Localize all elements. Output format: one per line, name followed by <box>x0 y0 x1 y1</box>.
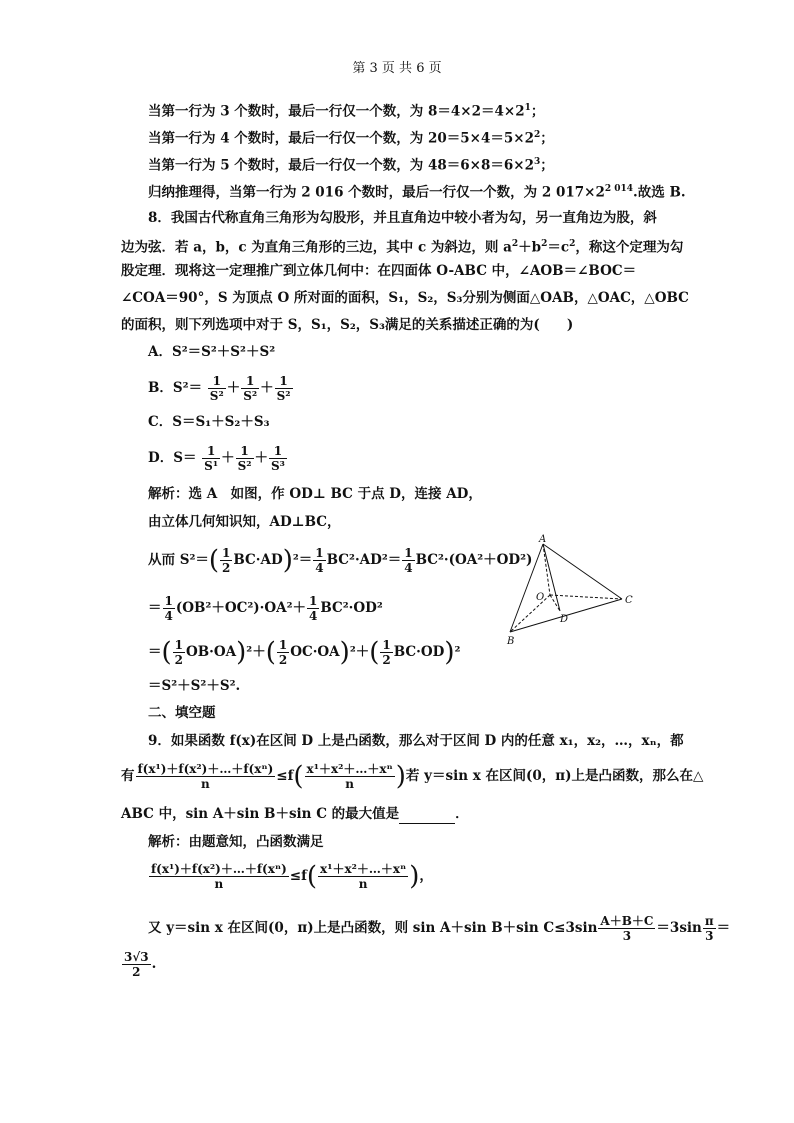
answer-blank <box>399 809 455 824</box>
fraction <box>136 762 276 791</box>
solution-9-answer <box>121 950 156 979</box>
superscript: 2 <box>533 130 541 140</box>
text-segment: ＋ <box>254 450 269 466</box>
text-segment: BC²·AD²＝ <box>326 552 402 568</box>
left-paren: ( <box>208 545 220 576</box>
fraction <box>313 546 325 575</box>
superscript: 1 <box>524 103 531 113</box>
numerator: 1 <box>241 374 259 389</box>
text-segment: 又 y＝sin x 在区间(0，π)上是凸函数，则 sin A＋sin B＋sin C≤3sin <box>148 920 598 936</box>
fraction <box>236 444 254 473</box>
denominator: S³ <box>271 459 285 473</box>
denominator: 4 <box>164 609 173 623</box>
text-segment: B．S²＝ <box>148 380 203 396</box>
solution-8-equation <box>148 594 383 623</box>
numerator: 1 <box>208 374 226 389</box>
fraction <box>269 444 287 473</box>
fraction <box>220 546 232 575</box>
left-paren: ( <box>293 761 304 792</box>
numerator: π <box>704 914 714 928</box>
text-segment: ＋ <box>260 380 274 396</box>
numerator: 1 <box>174 638 184 652</box>
edge-od <box>550 595 560 611</box>
right-paren: ) <box>282 545 293 576</box>
numerator: x¹＋x²＋…＋xⁿ <box>306 762 393 776</box>
text-line <box>148 98 544 122</box>
option-b <box>148 374 294 403</box>
left-paren: ( <box>265 637 276 668</box>
text-segment: ＋ <box>226 380 241 396</box>
left-paren: ( <box>161 637 172 668</box>
question-8-text <box>121 234 683 258</box>
denominator: 2 <box>382 653 391 667</box>
edge-ao <box>543 544 550 595</box>
text-segment: ； <box>530 103 545 120</box>
vertex-label-d: D <box>560 614 569 625</box>
denominator: S¹ <box>204 459 219 473</box>
text-segment: . <box>151 956 157 972</box>
fraction <box>202 444 220 473</box>
denominator: 4 <box>404 561 413 575</box>
denominator: 2 <box>174 653 184 667</box>
fraction <box>598 914 655 943</box>
denominator: S² <box>243 389 258 403</box>
text-segment: ，称这个定理为勾 <box>575 239 684 256</box>
numerator: 1 <box>278 638 288 652</box>
denominator: 3 <box>705 929 714 943</box>
text-segment: ＋ <box>221 450 235 466</box>
fraction <box>241 374 259 403</box>
text-segment: ＋b <box>518 239 542 256</box>
text-segment: ， <box>419 868 433 884</box>
denominator: 2 <box>132 965 141 979</box>
left-paren: ( <box>306 861 318 892</box>
numerator: x¹＋x²＋…＋xⁿ <box>320 862 407 876</box>
fraction <box>163 594 175 623</box>
edge-ab <box>510 544 543 632</box>
text-segment: ² <box>454 644 461 660</box>
solution-8-text: 解析：选 A 如图，作 OD⊥ BC 于点 D，连接 AD， <box>148 486 482 502</box>
superscript: 2 <box>511 239 519 249</box>
fraction <box>277 638 289 667</box>
text-line <box>148 125 554 149</box>
right-paren: ) <box>409 861 420 892</box>
numerator: 1 <box>164 594 173 608</box>
text-segment: (OB²＋OC²)·OA²＋ <box>175 600 306 616</box>
denominator: S² <box>209 389 224 403</box>
text-segment: ²＝ <box>292 552 313 568</box>
denominator: 4 <box>315 561 324 575</box>
fraction <box>307 594 319 623</box>
numerator: 1 <box>269 444 287 459</box>
option-c: C．S＝S₁＋S₂＋S₃ <box>148 414 270 430</box>
denominator: n <box>345 777 355 791</box>
question-8-text: 股定理．现将这一定理推广到立体几何中：在四面体 O-ABC 中，∠AOB＝∠BOC＝ <box>121 263 637 279</box>
right-paren: ) <box>339 637 350 668</box>
vertex-label-o: O <box>536 592 545 603</box>
numerator: A＋B＋C <box>600 914 654 928</box>
right-paren: ) <box>395 761 406 792</box>
numerator: 1 <box>382 638 391 652</box>
fraction <box>149 862 289 891</box>
text-segment: .故选 B. <box>633 184 686 201</box>
denominator: n <box>201 777 210 791</box>
text-segment: ²＋ <box>349 644 370 660</box>
solution-8-equation <box>148 546 532 575</box>
text-segment: ≤f <box>289 868 307 884</box>
superscript: 3 <box>533 157 541 167</box>
text-segment: ＝ <box>148 644 162 660</box>
text-segment: BC·OD <box>393 644 445 660</box>
numerator: 1 <box>236 444 254 459</box>
denominator: 2 <box>278 653 288 667</box>
question-8-text: ∠COA＝90°，S 为顶点 O 所对面的面积，S₁，S₂，S₃分别为侧面△OAB，△OAC，△OBC <box>121 290 689 306</box>
fraction <box>318 862 408 891</box>
fraction <box>305 762 395 791</box>
numerator: 1 <box>202 444 220 459</box>
vertex-label-b: B <box>507 636 515 647</box>
fraction <box>122 950 151 979</box>
solution-8-equation <box>148 638 460 667</box>
text-segment: ＝c <box>547 239 570 256</box>
option-d <box>148 444 288 473</box>
fraction <box>380 638 392 667</box>
denominator: 4 <box>308 609 318 623</box>
text-segment: ； <box>540 130 554 147</box>
text-segment: BC²·(OA²＋OD²) <box>415 552 533 568</box>
option-a: A．S²＝S²＋S²＋S² <box>148 344 276 360</box>
question-9-text: 9．如果函数 f(x)在区间 D 上是凸函数，那么对于区间 D 内的任意 x₁，x₂，…，xₙ，都 <box>148 733 684 749</box>
page-header: 第 3 页 共 6 页 <box>352 61 442 76</box>
numerator: 1 <box>275 374 293 389</box>
solution-9-text: 解析：由题意知，凸函数满足 <box>148 834 324 850</box>
fraction <box>275 374 293 403</box>
question-9-text <box>121 804 469 824</box>
text-segment: ²＋ <box>246 644 266 660</box>
text-segment: OC·OA <box>290 644 340 660</box>
text-segment: 有 <box>121 768 135 784</box>
question-8-text: 8．我国古代称直角三角形为勾股形，并且直角边中较小者为勾，另一直角边为股，斜 <box>148 210 657 226</box>
solution-9-equation <box>148 914 730 943</box>
text-segment: ＝ <box>716 920 731 936</box>
text-segment: 从而 S²＝ <box>148 552 209 568</box>
left-paren: ( <box>369 637 380 668</box>
denominator: S² <box>237 459 252 473</box>
text-segment: ABC 中，sin A＋sin B＋sin C 的最大值是 <box>121 806 400 822</box>
text-segment: 当第一行为 4 个数时，最后一行仅一个数，为 20＝5×4＝5×2 <box>148 130 534 147</box>
denominator: 2 <box>222 561 231 575</box>
text-segment: OB·OA <box>186 644 237 660</box>
question-9-equation <box>121 762 703 791</box>
solution-8-equation: ＝S²＋S²＋S². <box>148 678 241 694</box>
vertex-label-a: A <box>539 534 547 545</box>
fraction <box>173 638 185 667</box>
section-title: 二、填空题 <box>148 705 216 721</box>
superscript: 2 014 <box>604 184 634 194</box>
fraction <box>402 546 414 575</box>
edge-oc <box>550 595 622 599</box>
vertex-label-c: C <box>625 595 633 606</box>
text-segment: ； <box>540 157 554 174</box>
numerator: 1 <box>222 546 231 560</box>
numerator: 1 <box>315 546 324 560</box>
numerator: f(x¹)＋f(x²)＋…＋f(xⁿ) <box>151 862 287 876</box>
text-segment: 归纳推理得，当第一行为 2 016 个数时，最后一行仅一个数，为 2 017×2 <box>148 184 605 201</box>
text-segment: 边为弦．若 a，b，c 为直角三角形的三边，其中 c 为斜边，则 a <box>121 239 512 256</box>
fraction <box>703 914 716 943</box>
denominator: n <box>214 877 224 891</box>
text-segment: BC·AD <box>233 552 283 568</box>
question-8-text: 的面积，则下列选项中对于 S，S₁，S₂，S₃满足的关系描述正确的为( ) <box>121 317 574 333</box>
text-line <box>148 179 686 203</box>
denominator: S² <box>276 389 291 403</box>
text-segment: BC²·OD² <box>320 600 383 616</box>
text-segment: ≤f <box>276 768 294 784</box>
text-segment: 当第一行为 3 个数时，最后一行仅一个数，为 8＝4×2＝4×2 <box>148 103 525 120</box>
numerator: f(x¹)＋f(x²)＋…＋f(xⁿ) <box>137 762 274 776</box>
fraction <box>208 374 226 403</box>
denominator: 3 <box>622 929 632 943</box>
text-segment: 当第一行为 5 个数时，最后一行仅一个数，为 48＝6×8＝6×2 <box>148 157 534 174</box>
superscript: 2 <box>541 239 548 249</box>
denominator: n <box>358 877 368 891</box>
numerator: 3√3 <box>124 950 149 964</box>
text-segment: ． <box>455 806 469 822</box>
text-segment: ＝3sin <box>656 920 702 936</box>
tetrahedron-figure <box>500 532 640 650</box>
numerator: 1 <box>308 594 318 608</box>
right-paren: ) <box>444 637 455 668</box>
text-line <box>148 152 554 176</box>
solution-9-equation <box>148 862 433 891</box>
right-paren: ) <box>236 637 247 668</box>
numerator: 1 <box>404 546 413 560</box>
solution-8-text: 由立体几何知识知，AD⊥BC， <box>148 514 341 530</box>
text-segment: 若 y＝sin x 在区间(0，π)上是凸函数，那么在△ <box>405 768 704 784</box>
text-segment: D．S＝ <box>148 450 197 466</box>
text-segment: ＝ <box>148 600 162 616</box>
superscript: 2 <box>569 239 576 249</box>
